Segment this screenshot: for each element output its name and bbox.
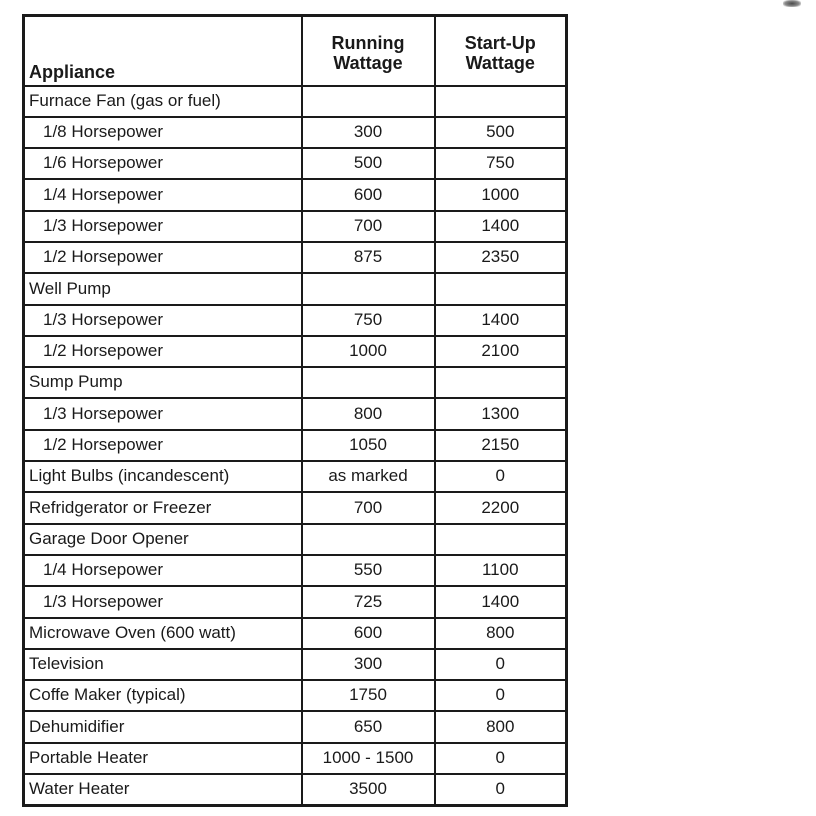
appliance-name-cell: Dehumidifier (24, 711, 302, 742)
startup-wattage-cell: 0 (435, 680, 567, 711)
table-row (24, 117, 567, 148)
startup-wattage-cell (435, 524, 567, 555)
appliance-name-cell: 1/2 Horsepower (24, 242, 302, 273)
running-wattage-cell: 1750 (302, 680, 435, 711)
table-row (24, 774, 567, 805)
running-wattage-cell: 700 (302, 492, 435, 523)
startup-wattage-cell: 750 (435, 148, 567, 179)
table-row (24, 242, 567, 273)
startup-wattage-cell: 2200 (435, 492, 567, 523)
running-header-line1: Running (331, 33, 405, 54)
table-row (24, 148, 567, 179)
running-wattage-cell: 600 (302, 179, 435, 210)
startup-wattage-cell: 1400 (435, 305, 567, 336)
table-row (24, 86, 567, 117)
running-wattage-cell: 600 (302, 618, 435, 649)
scan-artifact (783, 0, 801, 7)
appliance-name-cell: Light Bulbs (incandescent) (24, 461, 302, 492)
table-row (24, 398, 567, 429)
running-wattage-cell: 875 (302, 242, 435, 273)
running-wattage-cell: 750 (302, 305, 435, 336)
column-header-appliance (24, 16, 302, 86)
startup-wattage-cell: 2350 (435, 242, 567, 273)
column-header-appliance-label: Appliance (29, 61, 116, 82)
running-wattage-cell: 550 (302, 555, 435, 586)
startup-wattage-cell: 1300 (435, 398, 567, 429)
appliance-name-cell: Garage Door Opener (24, 524, 302, 555)
appliance-name-cell: 1/3 Horsepower (24, 398, 302, 429)
startup-wattage-cell: 800 (435, 711, 567, 742)
startup-wattage-cell: 0 (435, 743, 567, 774)
appliance-name-cell: 1/6 Horsepower (24, 148, 302, 179)
running-wattage-cell: 800 (302, 398, 435, 429)
column-header-running-wattage (302, 16, 435, 86)
startup-wattage-cell: 0 (435, 461, 567, 492)
table-row (24, 461, 567, 492)
running-wattage-cell: 1000 (302, 336, 435, 367)
running-wattage-cell: as marked (302, 461, 435, 492)
startup-wattage-cell: 1000 (435, 179, 567, 210)
startup-wattage-cell: 2150 (435, 430, 567, 461)
startup-header-line2: Wattage (465, 53, 535, 74)
appliance-name-cell: Television (24, 649, 302, 680)
appliance-name-cell: 1/3 Horsepower (24, 211, 302, 242)
startup-header-line1: Start-Up (464, 33, 536, 54)
appliance-name-cell: 1/2 Horsepower (24, 430, 302, 461)
table-row (24, 586, 567, 617)
table-row (24, 711, 567, 742)
table-row (24, 618, 567, 649)
appliance-name-cell: Water Heater (24, 774, 302, 805)
running-wattage-cell: 1050 (302, 430, 435, 461)
startup-wattage-cell: 800 (435, 618, 567, 649)
table-row (24, 367, 567, 398)
table-body (24, 86, 567, 806)
table-row (24, 680, 567, 711)
table-row (24, 430, 567, 461)
appliance-name-cell: Portable Heater (24, 743, 302, 774)
running-wattage-cell: 300 (302, 649, 435, 680)
running-wattage-cell (302, 367, 435, 398)
appliance-name-cell: 1/4 Horsepower (24, 179, 302, 210)
appliance-name-cell: 1/2 Horsepower (24, 336, 302, 367)
startup-wattage-cell (435, 86, 567, 117)
startup-wattage-cell: 1400 (435, 211, 567, 242)
appliance-name-cell: 1/8 Horsepower (24, 117, 302, 148)
appliance-wattage-table (22, 14, 568, 807)
startup-wattage-cell: 1400 (435, 586, 567, 617)
running-wattage-cell: 3500 (302, 774, 435, 805)
appliance-name-cell: Furnace Fan (gas or fuel) (24, 86, 302, 117)
table-row (24, 743, 567, 774)
running-wattage-cell: 700 (302, 211, 435, 242)
appliance-name-cell: Sump Pump (24, 367, 302, 398)
startup-wattage-cell: 1100 (435, 555, 567, 586)
running-wattage-cell: 300 (302, 117, 435, 148)
running-wattage-cell (302, 524, 435, 555)
table-row (24, 336, 567, 367)
startup-wattage-cell (435, 273, 567, 304)
table-row (24, 649, 567, 680)
running-header-line2: Wattage (333, 53, 403, 74)
appliance-name-cell: Well Pump (24, 273, 302, 304)
table-header-row (24, 16, 567, 86)
table-row (24, 273, 567, 304)
appliance-name-cell: Coffe Maker (typical) (24, 680, 302, 711)
startup-wattage-cell: 0 (435, 649, 567, 680)
appliance-name-cell: 1/3 Horsepower (24, 305, 302, 336)
appliance-name-cell: Microwave Oven (600 watt) (24, 618, 302, 649)
table-row (24, 524, 567, 555)
table-row (24, 211, 567, 242)
table-row (24, 305, 567, 336)
startup-wattage-cell: 0 (435, 774, 567, 805)
table-row (24, 492, 567, 523)
table-row (24, 179, 567, 210)
table-row (24, 555, 567, 586)
running-wattage-cell (302, 273, 435, 304)
startup-wattage-cell: 500 (435, 117, 567, 148)
startup-wattage-cell: 2100 (435, 336, 567, 367)
appliance-name-cell: 1/4 Horsepower (24, 555, 302, 586)
appliance-name-cell: 1/3 Horsepower (24, 586, 302, 617)
column-header-startup-wattage (435, 16, 567, 86)
startup-wattage-cell (435, 367, 567, 398)
running-wattage-cell: 725 (302, 586, 435, 617)
running-wattage-cell (302, 86, 435, 117)
running-wattage-cell: 500 (302, 148, 435, 179)
running-wattage-cell: 650 (302, 711, 435, 742)
running-wattage-cell: 1000 - 1500 (302, 743, 435, 774)
appliance-name-cell: Refridgerator or Freezer (24, 492, 302, 523)
